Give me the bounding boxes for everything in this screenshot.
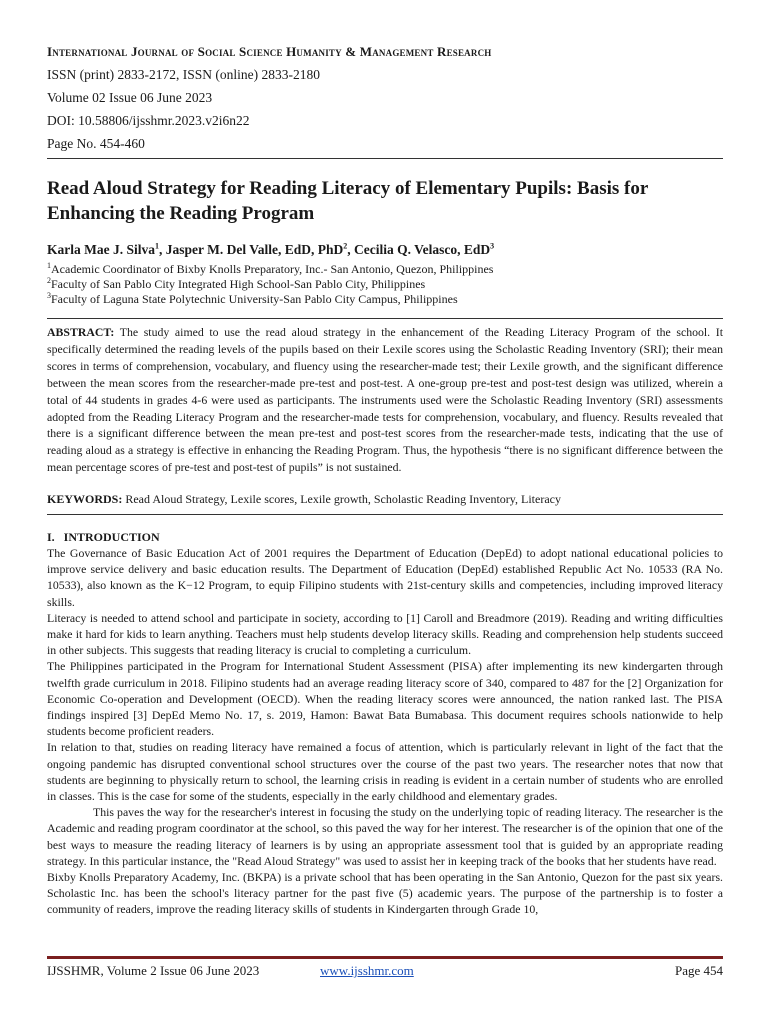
- author-name: Jasper M. Del Valle, EdD, PhD: [165, 242, 344, 257]
- paragraph: This paves the way for the researcher's interest in focusing the study on the underlying topic of reading literacy. The researcher is the Academic and reading program coordinator at the school, so this paved the way for her interest. The researcher is of the opinion that one of the best ways to measure the reading literacy of learners is by using an appropriate assessment tool that is guided by an appropriate reading strategy. In this particular instance, the "Read Aloud Strategy" was used to assist her in keeping track of the books that her students have read.: [47, 805, 723, 868]
- author-sup: 2: [343, 241, 348, 251]
- page-number: Page 454: [674, 963, 723, 978]
- affiliation-sup: 3: [47, 291, 51, 300]
- journal-website-link[interactable]: www.ijsshmr.com: [320, 963, 414, 978]
- affiliation-text: Faculty of Laguna State Polytechnic University-San Pablo City Campus, Philippines: [51, 292, 458, 306]
- author-sup: 3: [490, 241, 495, 251]
- affiliation-sup: 1: [47, 261, 51, 270]
- abstract-divider: [47, 318, 723, 319]
- paragraph: The Governance of Basic Education Act of 2001 requires the Department of Education (DepEd) to adopt national educational policies to improve service delivery and basic education results. The Department of Education (DepEd) established Republic Act No. 10533 (RA No. 10533), also known as the K−12 Program, to equip Filipino students with 21st-century skills and competencies, including improved literacy skills.: [47, 546, 723, 609]
- author-name: Cecilia Q. Velasco, EdD: [354, 242, 491, 257]
- paragraph: Literacy is needed to attend school and participate in society, according to [1] Caroll and Breadmore (2019). Reading and writing difficulties make it hard for kids to learn anything. Teachers must help students develop literacy skills. Reading and comprehension help students succeed in other subjects. This suggests that reading literacy is crucial to completing a curriculum.: [47, 610, 723, 658]
- abstract-label: ABSTRACT:: [47, 325, 115, 339]
- header-divider: [47, 158, 723, 159]
- doi-line: DOI: 10.58806/ijsshmr.2023.v2i6n22: [47, 113, 250, 128]
- paragraph: The Philippines participated in the Program for International Student Assessment (PISA) after implementing its new kindergarten through twelfth grade curriculum in 2018. Filipino students had an average reading literacy score of 340, compared to 487 for the [2] Organization for Economic Co-operation and Development (OECD). When the reading literacy scores were announced, the nation ranked last. The PISA findings inspired [3] DepEd Memo No. 17, s. 2019, Hamon: Bawat Bata Bumabasa. This document requires schools nationwide to help students become proficient readers.: [47, 659, 723, 739]
- page-range: Page No. 454-460: [47, 136, 145, 151]
- affiliation-text: Academic Coordinator of Bixby Knolls Preparatory, Inc.- San Antonio, Quezon, Philippines: [51, 262, 494, 276]
- abstract-text: The study aimed to use the read aloud strategy in the enhancement of the Reading Literacy Program of the school. It specifically determined the reading levels of the pupils based on their Lexile scores using the Scholastic Reading Inventory (SRI); their mean scores in terms of comprehension, vocabulary, and fluency using the researcher-made test; their Lexile growth, and the significant difference between the mean scores from the researcher-made pre-test and post-test. A one-group pre-test and post-test design was utilized, wherein a total of 44 students in grades 4-6 were used as participants. The instruments used were the Scholastic Reading Inventory (SRI) assessments adopted from the Reading Literacy Program and the researcher-made tests for comprehension, vocabulary, and fluency. Results revealed that there is a significant difference between the mean pre-test and post-test scores from the researcher-made tests, indicating that the use of reading aloud as a strategy is effective in enhancing the Reading Program. Thus, the hypothesis “there is no significant difference between the mean percentage scores of pre-test and post-test of pupils” is not sustained.: [47, 325, 723, 475]
- author-separator: ,: [347, 242, 355, 257]
- paper-title: Read Aloud Strategy for Reading Literacy of Elementary Pupils: Basis for Enhancing the Reading Program: [47, 178, 648, 224]
- body-text: [47, 545, 723, 918]
- footer-divider: [47, 956, 723, 959]
- author-name: Karla Mae J. Silva: [47, 242, 155, 257]
- paragraph: Bixby Knolls Preparatory Academy, Inc. (BKPA) is a private school that has been operating in the San Antonio, Quezon for the past six years. Scholastic Inc. has been the school's literacy partner for the past five (5) academic years. The purpose of the partnership is to foster a community of readers, improve the reading literacy skills of students in Kindergarten through Grade 10,: [47, 870, 723, 917]
- abstract: [47, 324, 723, 476]
- footer-citation: IJSSHMR, Volume 2 Issue 06 June 2023: [47, 963, 260, 978]
- paragraph: In relation to that, studies on reading literacy have remained a focus of attention, which is particularly relevant in light of the fact that the ongoing pandemic has disrupted conventional school structures over the course of the past two years. The researcher notes that now that students are beginning to physically return to school, the learning crisis in reading is evident in a certain number of students who are enrolled in classes. This is the case for some of the students, especially in the early childhood and elementary grades.: [47, 740, 723, 804]
- affiliation: [47, 292, 458, 307]
- keywords-divider: [47, 514, 723, 515]
- affiliation-text: Faculty of San Pablo City Integrated High School-San Pablo City, Philippines: [51, 277, 426, 291]
- affiliation-sup: 2: [47, 276, 51, 285]
- author-separator: ,: [159, 242, 166, 257]
- keywords-label: KEYWORDS:: [47, 492, 123, 506]
- affiliation: [47, 262, 493, 277]
- author-list: [47, 242, 494, 258]
- section-heading: I. INTRODUCTION: [47, 530, 160, 544]
- volume-line: Volume 02 Issue 06 June 2023: [47, 90, 213, 105]
- affiliation: [47, 277, 425, 292]
- author-sup: 1: [155, 241, 159, 251]
- keywords-text: Read Aloud Strategy, Lexile scores, Lexile growth, Scholastic Reading Inventory, Literacy: [125, 492, 561, 506]
- keywords: [47, 492, 723, 507]
- journal-name: International Journal of Social Science Humanity & Management Research: [47, 44, 492, 59]
- issn-line: ISSN (print) 2833-2172, ISSN (online) 2833-2180: [47, 67, 320, 82]
